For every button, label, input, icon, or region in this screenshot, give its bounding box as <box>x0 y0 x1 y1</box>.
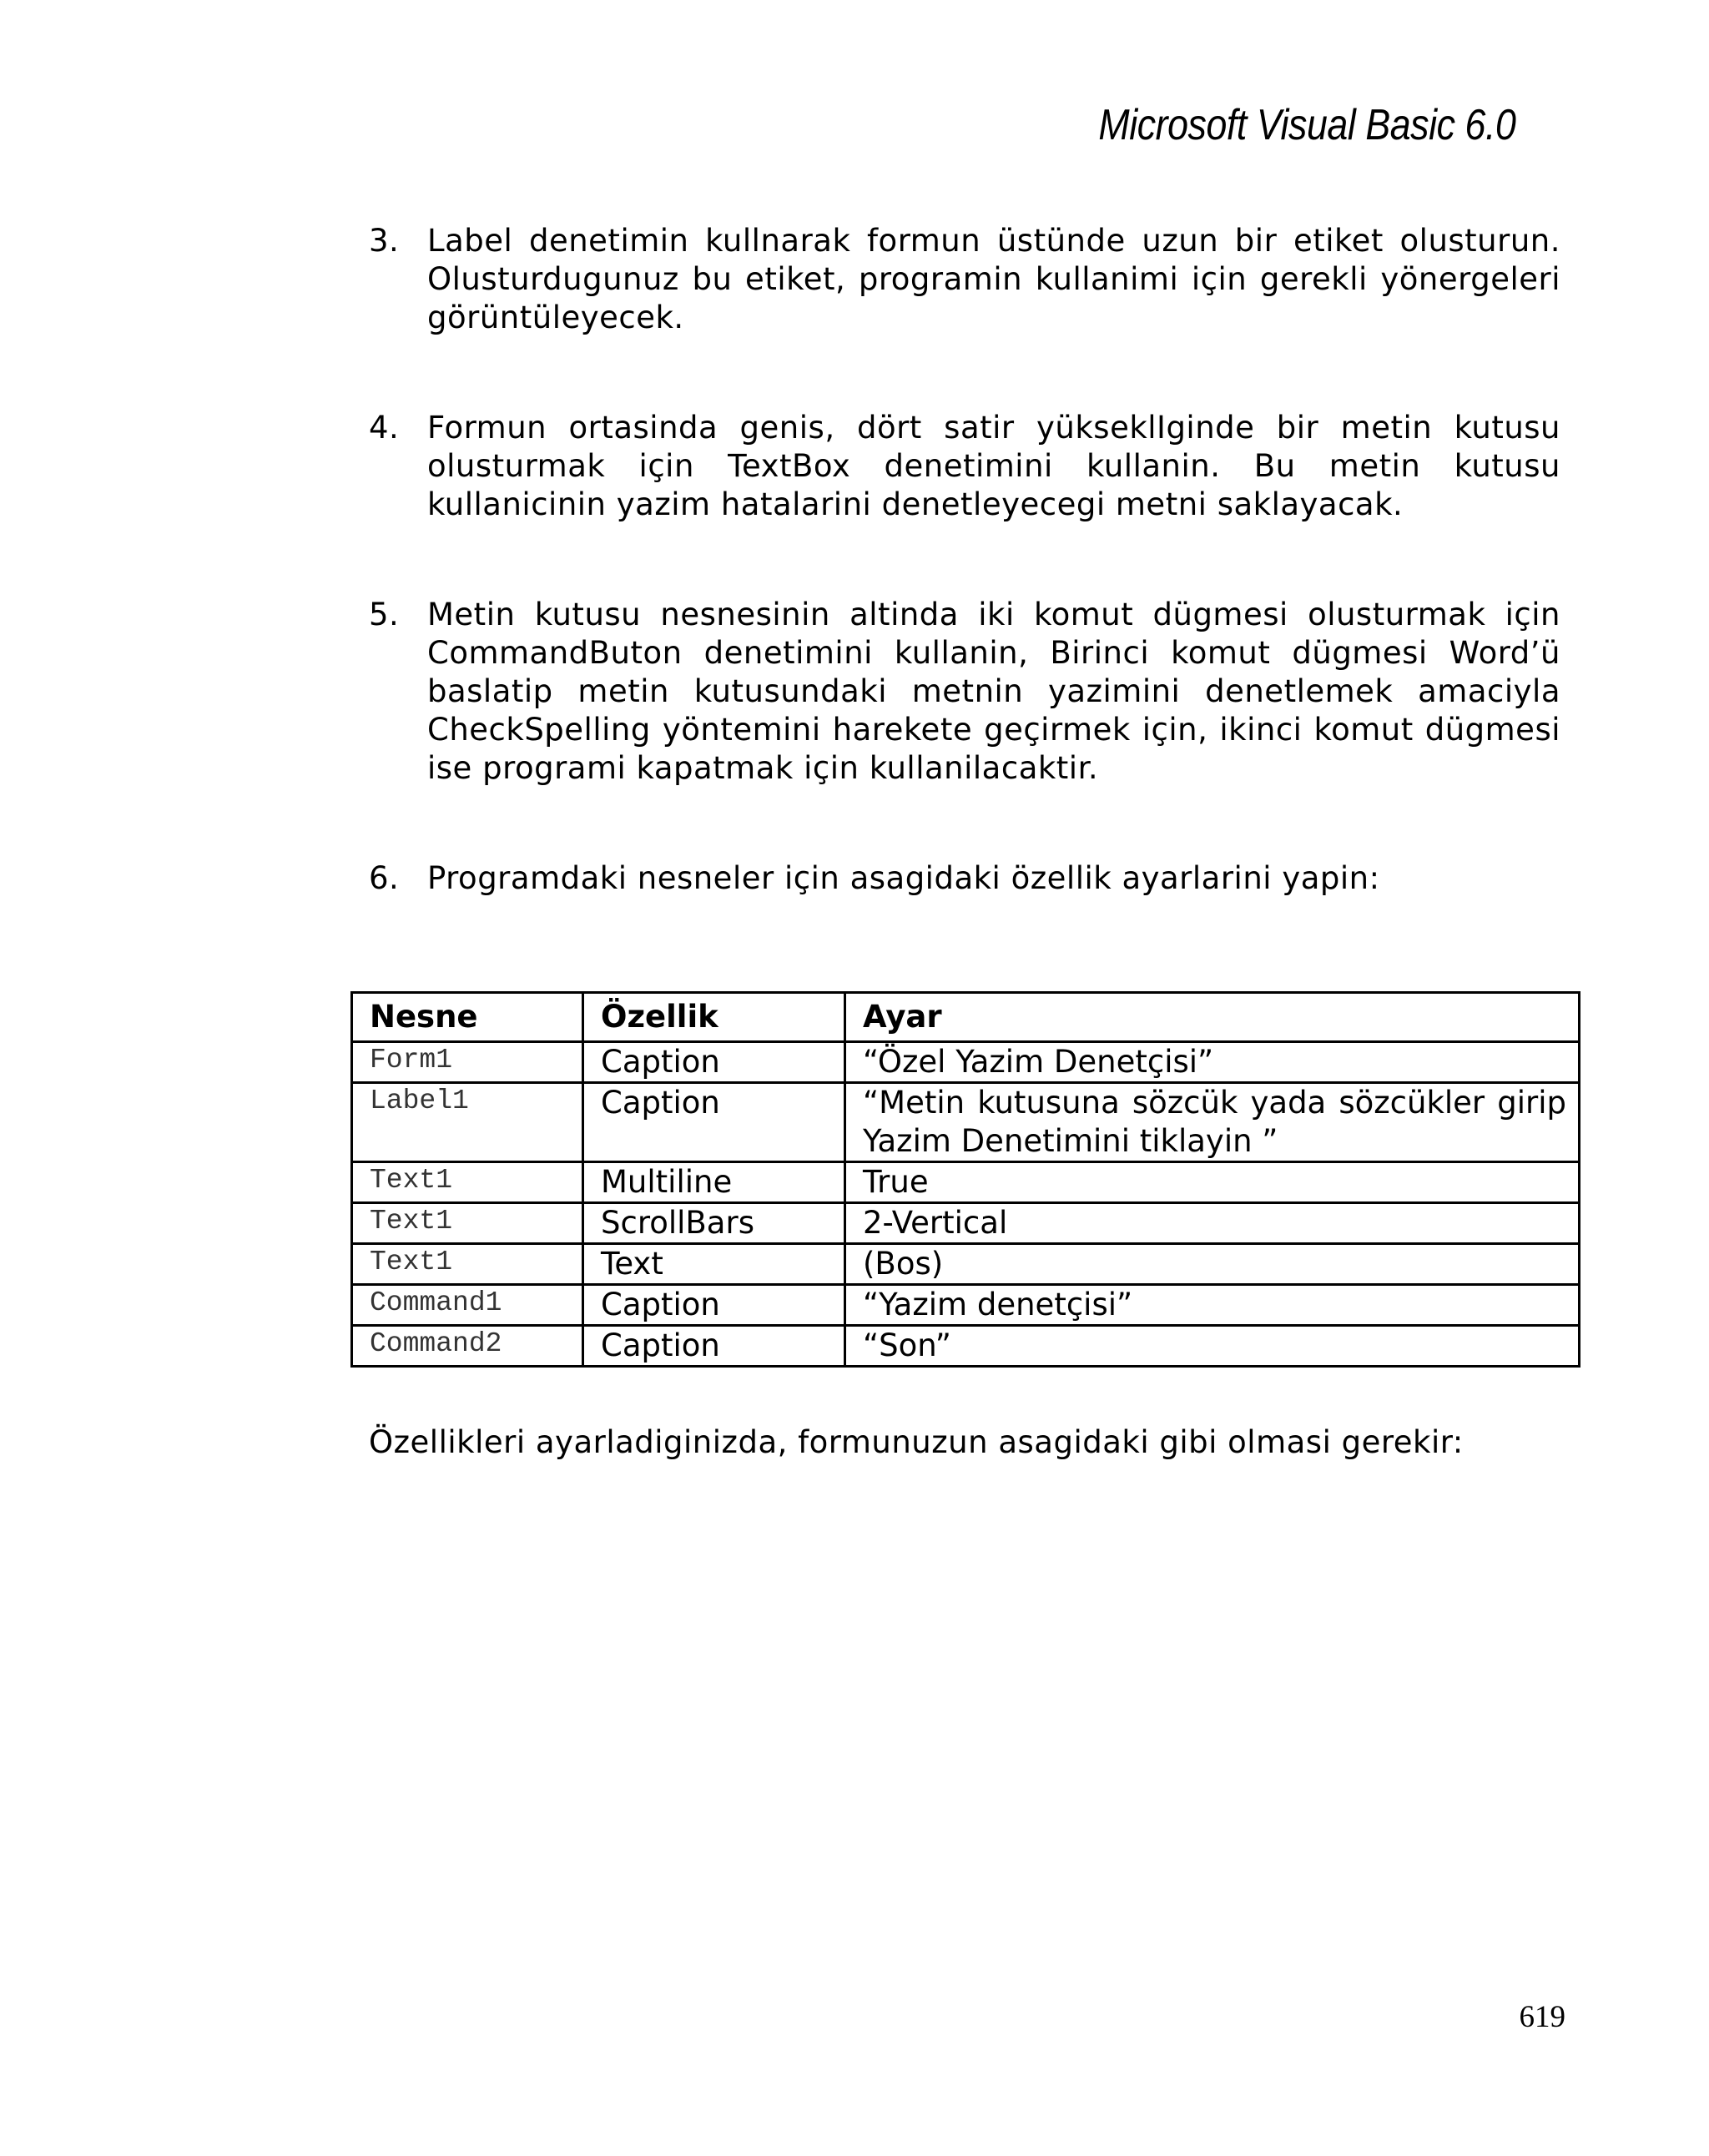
cell-setting: (Bos) <box>845 1244 1580 1285</box>
table-row <box>352 1244 1580 1285</box>
cell-property: Caption <box>583 1326 845 1367</box>
table-row <box>352 1162 1580 1203</box>
cell-object: Form1 <box>352 1042 583 1083</box>
cell-object: Text1 <box>352 1162 583 1203</box>
cell-object: Label1 <box>352 1083 583 1162</box>
cell-setting: “Metin kutusuna sözcük yada sözcükler girip Yazim Denetimini tiklayin ” <box>845 1083 1580 1162</box>
cell-setting: True <box>845 1162 1580 1203</box>
cell-setting: “Son” <box>845 1326 1580 1367</box>
cell-property: Text <box>583 1244 845 1285</box>
closing-paragraph: Özellikleri ayarladiginizda, formunuzun asagidaki gibi olmasi gerekir: <box>369 1424 1464 1460</box>
step-number: 5. <box>369 597 400 632</box>
cell-setting: “Özel Yazim Denetçisi” <box>845 1042 1580 1083</box>
step-number: 6. <box>369 860 400 896</box>
cell-property: Caption <box>583 1285 845 1326</box>
header-object: Nesne <box>352 993 583 1042</box>
cell-property: Multiline <box>583 1162 845 1203</box>
table-header-row <box>352 993 1580 1042</box>
table-row <box>352 1326 1580 1367</box>
step-text: Label denetimin kullnarak formun üstünde uzun bir etiket olusturun. Olusturdugunuz bu etiket, programin kullanimi için gerekli yönergeleri görüntüleyecek. <box>427 223 1560 335</box>
step-item <box>369 859 1560 898</box>
step-text: Programdaki nesneler için asagidaki özellik ayarlarini yapin: <box>427 860 1380 896</box>
header-setting: Ayar <box>845 993 1580 1042</box>
step-number: 4. <box>369 410 400 446</box>
table-row <box>352 1203 1580 1244</box>
step-number: 3. <box>369 223 400 259</box>
cell-object: Command1 <box>352 1285 583 1326</box>
cell-property: Caption <box>583 1042 845 1083</box>
table-row <box>352 1285 1580 1326</box>
cell-setting: “Yazim denetçisi” <box>845 1285 1580 1326</box>
step-item <box>369 596 1560 788</box>
header-property: Özellik <box>583 993 845 1042</box>
step-text: Metin kutusu nesnesinin altinda iki komut dügmesi olusturmak için CommandButon denetimini kullanin, Birinci komut dügmesi Word’ü baslatip metin kutusundaki metnin yazimini denetlemek amaciyla CheckSpelling yöntemini harekete geçirmek için, ikinci komut dügmesi ise programi kapatmak için kullanilacaktir. <box>427 597 1560 786</box>
step-text: Formun ortasinda genis, dört satir yükseklIginde bir metin kutusu olusturmak için TextBox denetimini kullanin. Bu metin kutusu kullanicinin yazim hatalarini denetleyecegi metni saklayacak. <box>427 410 1560 522</box>
cell-property: Caption <box>583 1083 845 1162</box>
table-row <box>352 1083 1580 1162</box>
cell-object: Command2 <box>352 1326 583 1367</box>
cell-property: ScrollBars <box>583 1203 845 1244</box>
page-number: 619 <box>1519 2000 1565 2034</box>
step-item <box>369 222 1560 337</box>
cell-object: Text1 <box>352 1244 583 1285</box>
cell-object: Text1 <box>352 1203 583 1244</box>
step-item <box>369 409 1560 524</box>
page-header-title: Microsoft Visual Basic 6.0 <box>1097 101 1515 149</box>
property-settings-table <box>350 991 1580 1368</box>
table-row <box>352 1042 1580 1083</box>
instruction-list <box>369 222 1560 898</box>
cell-setting: 2-Vertical <box>845 1203 1580 1244</box>
